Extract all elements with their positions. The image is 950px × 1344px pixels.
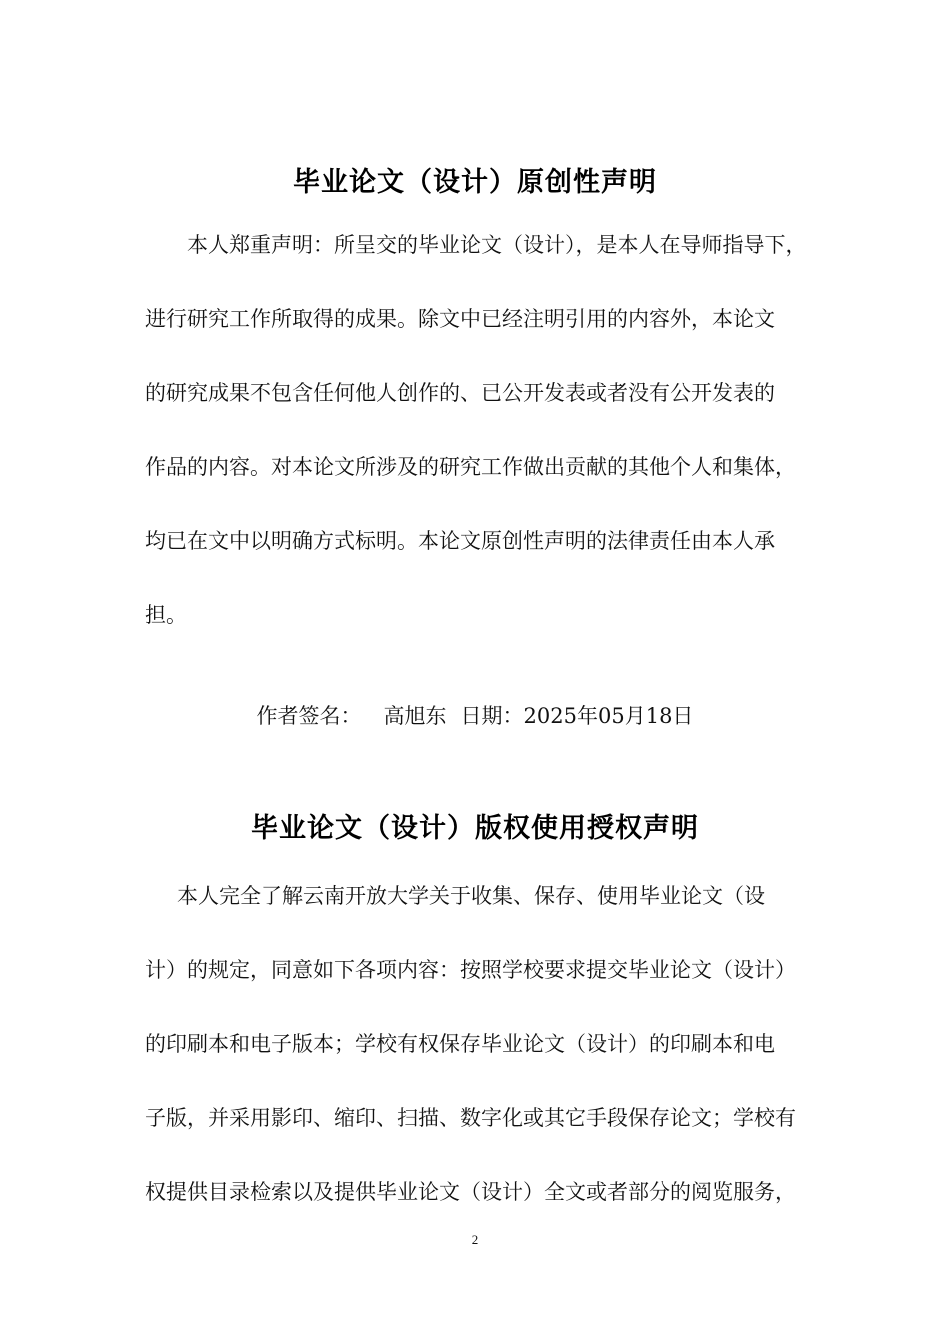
paragraph-line: 的研究成果不包含任何他人创作的、已公开发表或者没有公开发表的 bbox=[145, 381, 775, 405]
originality-statement-title: 毕业论文（设计）原创性声明 bbox=[293, 167, 657, 198]
paragraph-line: 本人完全了解云南开放大学关于收集、保存、使用毕业论文（设 bbox=[177, 884, 765, 908]
paragraph-line: 的印刷本和电子版本；学校有权保存毕业论文（设计）的印刷本和电 bbox=[145, 1032, 775, 1056]
paragraph-line: 本人郑重声明：所呈交的毕业论文（设计），是本人在导师指导下， bbox=[187, 233, 807, 257]
paragraph-line: 担。 bbox=[145, 603, 187, 627]
copyright-authorization-title: 毕业论文（设计）版权使用授权声明 bbox=[251, 813, 699, 844]
paragraph-line: 子版，并采用影印、缩印、扫描、数字化或其它手段保存论文；学校有 bbox=[145, 1106, 796, 1130]
paragraph-line: 权提供目录检索以及提供毕业论文（设计）全文或者部分的阅览服务， bbox=[145, 1180, 796, 1204]
paragraph-line: 作品的内容。对本论文所涉及的研究工作做出贡献的其他个人和集体， bbox=[145, 455, 796, 479]
author-signature-label: 作者签名： bbox=[256, 704, 362, 728]
paragraph-line: 进行研究工作所取得的成果。除文中已经注明引用的内容外，本论文 bbox=[145, 307, 775, 331]
page-number: 2 bbox=[471, 1232, 479, 1247]
date-value: 2025年05月18日 bbox=[523, 704, 694, 728]
author-name: 高旭东 bbox=[383, 704, 447, 728]
date-label: 日期： bbox=[460, 704, 524, 728]
signature-line bbox=[0, 700, 950, 730]
paragraph-line: 计）的规定，同意如下各项内容：按照学校要求提交毕业论文（设计） bbox=[145, 958, 796, 982]
paragraph-line: 均已在文中以明确方式标明。本论文原创性声明的法律责任由本人承 bbox=[145, 529, 775, 553]
